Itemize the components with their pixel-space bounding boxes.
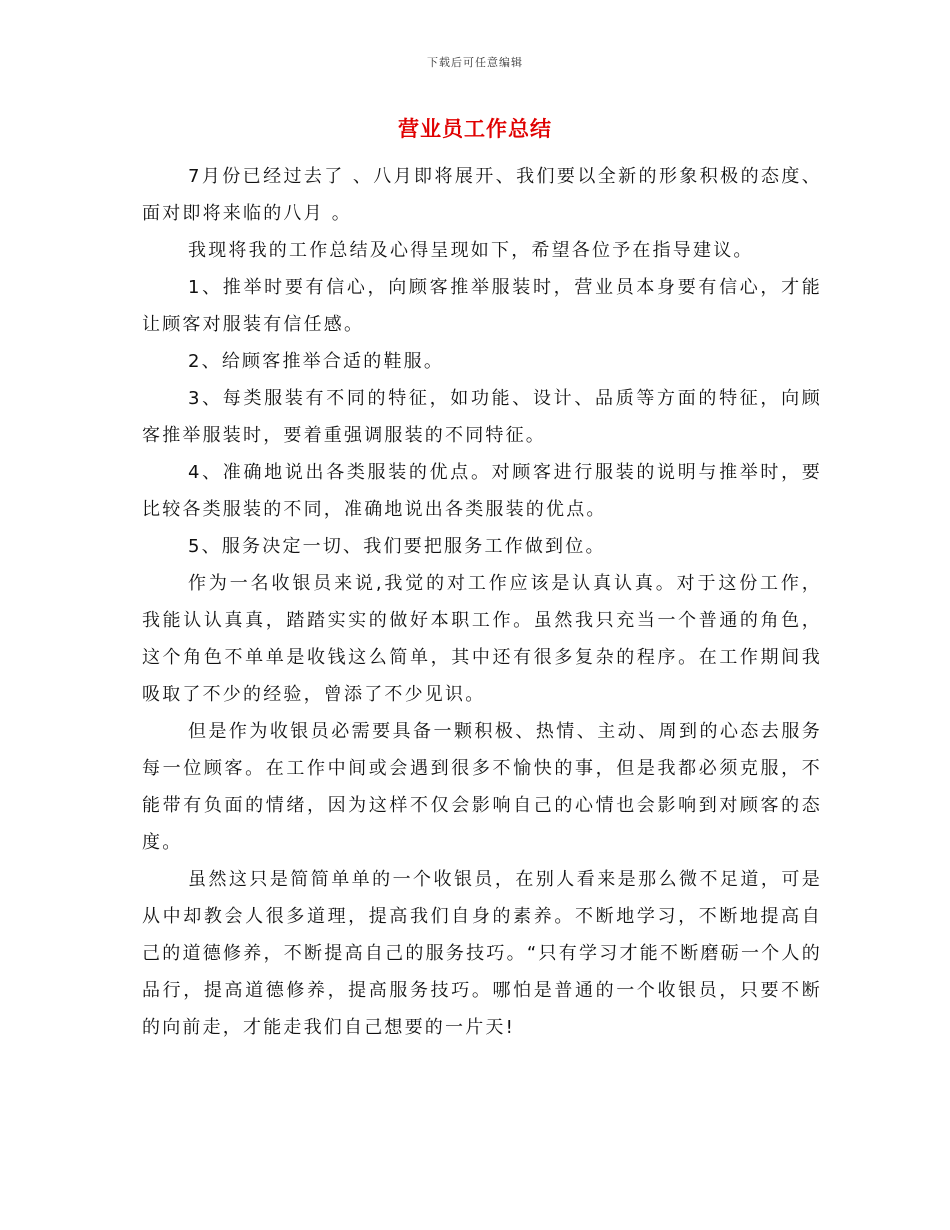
paragraph: 作为一名收银员来说,我觉的对工作应该是认真认真。对于这份工作，我能认认真真，踏踏实实的做好本职工作。虽然我只充当一个普通的角色，这个角色不单单是收钱这么简单，其中还有很多复杂的程序。在工作期间我吸取了不少的经验，曾添了不少见识。 — [142, 573, 822, 705]
paragraph: 4、准确地说出各类服装的优点。对顾客进行服装的说明与推举时，要比较各类服装的不同，准确地说出各类服装的优点。 — [142, 462, 822, 520]
document-title: 营业员工作总结 — [398, 117, 552, 141]
paragraph: 7月份已经过去了 、八月即将展开、我们要以全新的形象积极的态度、面对即将来临的八月 。 — [142, 166, 822, 224]
paragraph: 我现将我的工作总结及心得呈现如下，希望各位予在指导建议。 — [188, 240, 754, 261]
document-body — [142, 158, 822, 1046]
header-note: 下载后可任意编辑 — [427, 56, 523, 69]
paragraph: 但是作为收银员必需要具备一颗积极、热情、主动、周到的心态去服务每一位顾客。在工作中间或会遇到很多不愉快的事，但是我都必须克服，不能带有负面的情绪，因为这样不仅会影响自己的心情也会影响到对顾客的态度。 — [142, 721, 822, 853]
paragraph: 虽然这只是简简单单的一个收银员，在别人看来是那么微不足道，可是从中却教会人很多道理，提高我们自身的素养。不断地学习，不断地提高自己的道德修养，不断提高自己的服务技巧。“只有学习才能不断磨砺一个人的品行，提高道德修养，提高服务技巧。哪怕是普通的一个收银员，只要不断的向前走，才能走我们自己想要的一片天! — [142, 869, 822, 1038]
paragraph: 1、推举时要有信心，向顾客推举服装时，营业员本身要有信心，才能让顾客对服装有信任感。 — [142, 277, 822, 335]
paragraph: 2、给顾客推举合适的鞋服。 — [188, 351, 445, 372]
paragraph: 3、每类服装有不同的特征，如功能、设计、品质等方面的特征，向顾客推举服装时，要着重强调服装的不同特征。 — [142, 388, 822, 446]
paragraph: 5、服务决定一切、我们要把服务工作做到位。 — [188, 536, 606, 557]
